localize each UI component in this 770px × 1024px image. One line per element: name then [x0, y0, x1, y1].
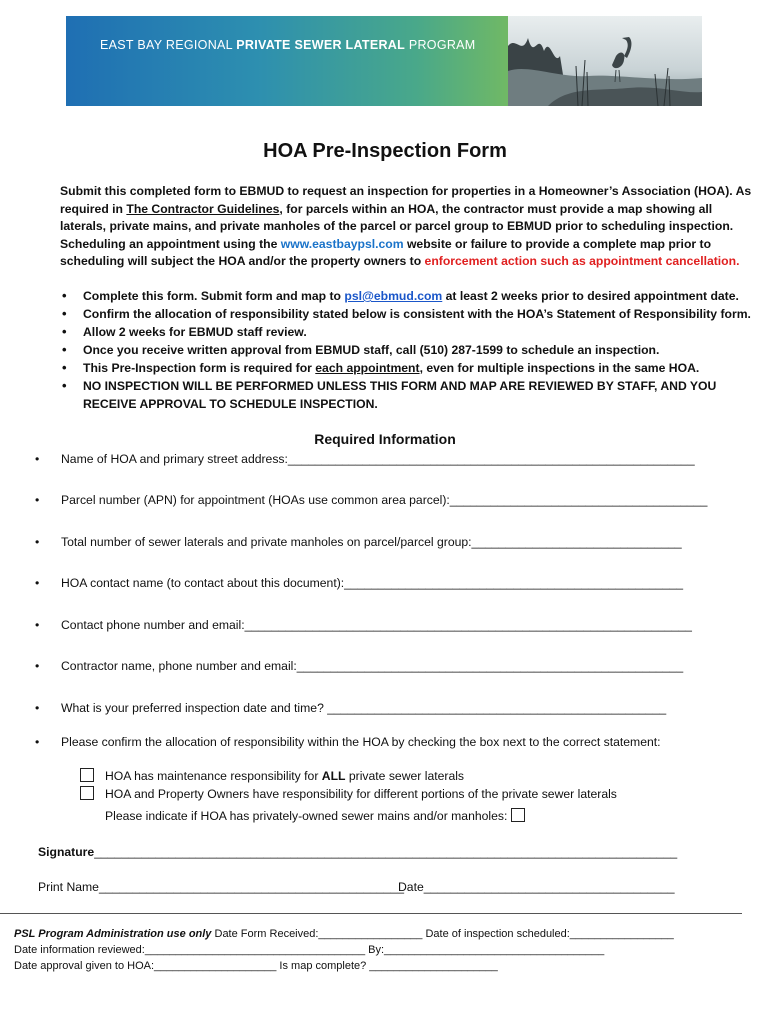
instructions-list	[60, 287, 760, 413]
hoa-name-address-field[interactable]: • Name of HOA and primary street address:____________________________________________________________	[35, 452, 695, 466]
responsibility-question: • Please confirm the allocation of responsibility within the HOA by checking the box next to the correct statement:	[35, 735, 661, 749]
program-banner	[66, 16, 702, 106]
admin-row-3: Date approval given to HOA:____________________ Is map complete? _____________________	[14, 960, 498, 972]
checkbox[interactable]	[80, 786, 94, 800]
date-field[interactable]: Date_____________________________________	[398, 880, 675, 894]
lateral-count-field[interactable]: • Total number of sewer laterals and private manholes on parcel/parcel group:_______________________________	[35, 535, 682, 549]
contractor-guidelines-link[interactable]: The Contractor Guidelines	[126, 201, 280, 216]
admin-row-2: Date information reviewed:____________________________________ By:____________________________________	[14, 944, 605, 956]
print-name-field[interactable]: Print Name_____________________________________________	[38, 880, 404, 894]
list-item: • Confirm the allocation of responsibility stated below is consistent with the HOA’s Statement of Responsibility form.	[60, 305, 760, 323]
private-mains-question: Please indicate if HOA has privately-owned sewer mains and/or manholes:	[105, 808, 525, 823]
signature-field[interactable]: Signature______________________________________________________________________________________	[38, 845, 678, 859]
intro-paragraph: Submit this completed form to EBMUD to request an inspection for properties in a Homeowner’s Association (HOA). As required in The Contractor Guidelines, for parcels within an HOA, the contractor must provide a map showing all laterals, private mains, and private manholes of the parcel or parcel group to EBMUD prior to scheduling inspection. Scheduling an appointment using the www.eastbaypsl.com website or failure to provide a complete map prior to scheduling will subject the HOA and/or the property owners to enforcement action such as appointment cancellation.	[60, 184, 752, 268]
checkbox[interactable]	[80, 768, 94, 782]
contact-phone-email-field[interactable]: • Contact phone number and email:__________________________________________________________________	[35, 618, 692, 632]
hoa-contact-field[interactable]: • HOA contact name (to contact about this document):__________________________________________________	[35, 576, 684, 590]
list-item: • This Pre-Inspection form is required for each appointment, even for multiple inspections in the same HOA.	[60, 359, 760, 377]
website-link[interactable]: www.eastbaypsl.com	[280, 236, 404, 251]
divider	[0, 913, 742, 914]
option-shared-responsibility[interactable]: HOA and Property Owners have responsibility for different portions of the private sewer laterals	[80, 786, 617, 801]
list-item: • Once you receive written approval from EBMUD staff, call (510) 287-1599 to schedule an inspection.	[60, 341, 760, 359]
enforcement-warning: enforcement action such as appointment cancellation.	[424, 254, 740, 268]
banner-title: EAST BAY REGIONAL PRIVATE SEWER LATERAL PROGRAM	[100, 38, 476, 52]
email-link[interactable]: psl@ebmud.com	[344, 289, 443, 303]
checkbox[interactable]	[511, 808, 525, 822]
required-information-heading: Required Information	[314, 431, 456, 447]
list-item: • NO INSPECTION WILL BE PERFORMED UNLESS THIS FORM AND MAP ARE REVIEWED BY STAFF, AND YOU RECEIVE APPROVAL TO SCHEDULE INSPECTION.	[60, 377, 760, 413]
list-item: • Allow 2 weeks for EBMUD staff review.	[60, 323, 760, 341]
parcel-number-field[interactable]: • Parcel number (APN) for appointment (HOAs use common area parcel):______________________________________	[35, 493, 708, 507]
heron-photo	[508, 16, 702, 106]
contractor-info-field[interactable]: • Contractor name, phone number and email:_________________________________________________________	[35, 659, 684, 673]
list-item: • Complete this form. Submit form and map to psl@ebmud.com at least 2 weeks prior to desired appointment date.	[60, 287, 760, 305]
preferred-date-field[interactable]: • What is your preferred inspection date and time? __________________________________________________	[35, 701, 667, 715]
option-hoa-all-laterals[interactable]: HOA has maintenance responsibility for ALL private sewer laterals	[80, 768, 464, 783]
form-title: HOA Pre-Inspection Form	[263, 140, 507, 162]
admin-row-1: PSL Program Administration use only Date Form Received:_________________ Date of inspection scheduled:_________________	[14, 928, 674, 940]
